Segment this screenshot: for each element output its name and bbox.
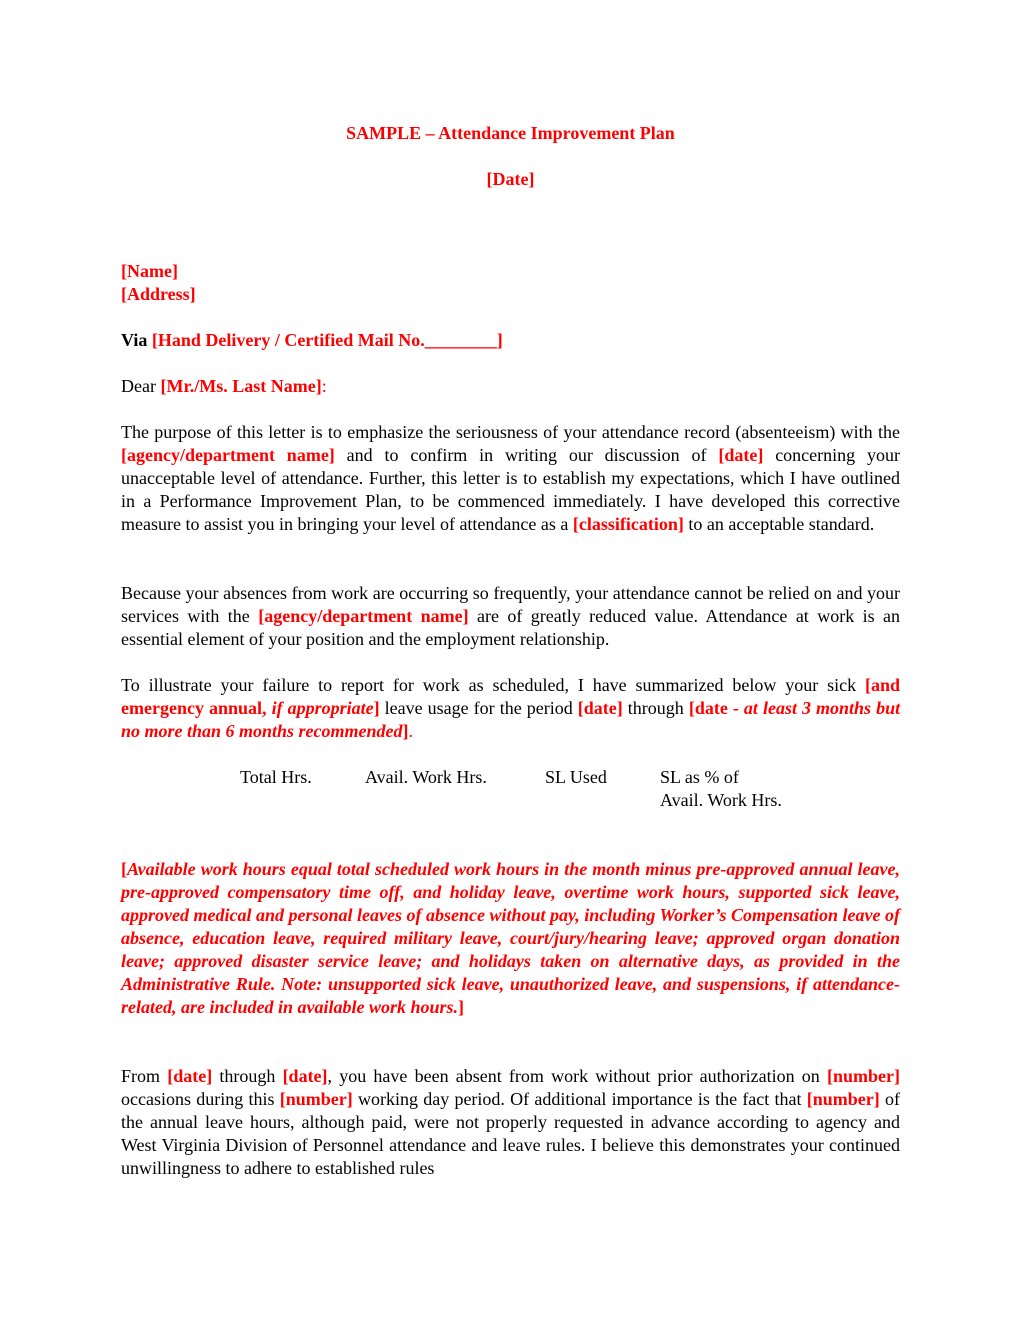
col-sl-percent-line1: SL as % of [660, 767, 739, 787]
p4-text-6: of the annual leave hours, although paid, were not properly requested in advance according to agency and West Virginia Division of Personnel attendance and leave rules. I believe this demonstrates your continued unwillingness to adhere to established rules [121, 1089, 901, 1178]
col-avail-work-hrs: Avail. Work Hrs. [365, 767, 487, 787]
p3-field-emergency-a: [and emergency annual, [121, 675, 900, 718]
note-open-bracket: [ [121, 859, 127, 879]
document-title: SAMPLE – Attendance Improvement Plan [346, 123, 675, 143]
salutation-colon: : [321, 376, 327, 396]
available-hours-note [121, 858, 900, 1019]
paragraph-purpose [121, 421, 900, 536]
p3-field-emergency-c: ] [373, 698, 380, 718]
p4-text-4: occasions during this [121, 1089, 275, 1109]
recipient-block [121, 260, 900, 306]
p1-field-agency: [agency/department name] [121, 445, 335, 465]
p4-text-3: , you have been absent from work without prior authorization on [327, 1066, 820, 1086]
via-line [121, 329, 900, 352]
paragraph-illustrate [121, 674, 900, 743]
p4-field-number-2: [number] [279, 1089, 353, 1109]
p4-field-number-1: [number] [827, 1066, 900, 1086]
p3-text-3: through [627, 698, 684, 718]
p4-field-date-end: [date] [282, 1066, 328, 1086]
p4-text-5: working day period. Of additional importance is the fact that [357, 1089, 802, 1109]
p2-text-1: Because your absences from work are occurring so frequently, your attendance cannot be relied on and your services with the [121, 583, 900, 626]
p1-text-3: concerning your unacceptable level of attendance. Further, this letter is to establish my expectations, which I have outlined in a Performance Improvement Plan, to be commenced immediately. I have developed this corrective measure to assist you in bringing your level of attendance as a [121, 445, 900, 534]
salutation [121, 375, 900, 398]
p1-text-4: to an acceptable standard. [688, 514, 875, 534]
note-text: Available work hours equal total scheduled work hours in the month minus pre-approved annual leave, pre-approved compensatory time off, and holiday leave, overtime work hours, supported sick leave, approved medical and personal leaves of absence without pay, including Worker’s Compensation leave of absence, education leave, required military leave, court/jury/hearing leave; approved organ donation leave; approved disaster service leave; and holidays taken on alternative days, as provided in the Administrative Rule. Note: unsupported sick leave, unauthorized leave, and suspensions, if attendance-related, are included in available work hours. [121, 859, 900, 1017]
recipient-name: [Name] [121, 261, 178, 281]
p3-field-emergency-b: if appropriate [271, 698, 374, 718]
p1-field-date: [date] [718, 445, 764, 465]
recipient-address: [Address] [121, 284, 196, 304]
p3-text-2: leave usage for the period [384, 698, 573, 718]
p4-text-1: From [121, 1066, 161, 1086]
p3-field-date-end-a: [date - [688, 698, 739, 718]
p3-text-1: To illustrate your failure to report for work as scheduled, I have summarized below your sick [121, 675, 857, 695]
salutation-name: [Mr./Ms. Last Name] [160, 376, 322, 396]
p4-field-number-3: [number] [806, 1089, 880, 1109]
p3-field-date-end-c: ] [402, 721, 409, 741]
col-sl-percent-line2: Avail. Work Hrs. [660, 790, 782, 810]
p4-field-date-start: [date] [167, 1066, 213, 1086]
note-close-bracket: ] [458, 997, 465, 1017]
paragraph-absent [121, 1065, 900, 1180]
p1-field-classification: [classification] [572, 514, 684, 534]
salutation-dear: Dear [121, 376, 156, 396]
p3-field-date-end-b: at least 3 months but no more than 6 months recommended [121, 698, 901, 741]
col-total-hrs: Total Hrs. [240, 767, 312, 787]
p1-text-1: The purpose of this letter is to emphasize the seriousness of your attendance record (absenteeism) with the [121, 422, 900, 442]
p3-period: . [408, 721, 414, 741]
via-value: [Hand Delivery / Certified Mail No.________] [151, 330, 503, 350]
p4-text-2: through [219, 1066, 276, 1086]
p2-field-agency: [agency/department name] [258, 606, 469, 626]
p1-text-2: and to confirm in writing our discussion of [346, 445, 707, 465]
col-sl-used: SL Used [545, 767, 607, 787]
letter-date: [Date] [486, 169, 535, 189]
p2-text-2: are of greatly reduced value. Attendance at work is an essential element of your position and the employment relationship. [121, 606, 901, 649]
via-label: Via [121, 330, 148, 350]
p3-field-date-start: [date] [577, 698, 623, 718]
leave-table-header [121, 766, 900, 812]
paragraph-absences [121, 582, 900, 651]
